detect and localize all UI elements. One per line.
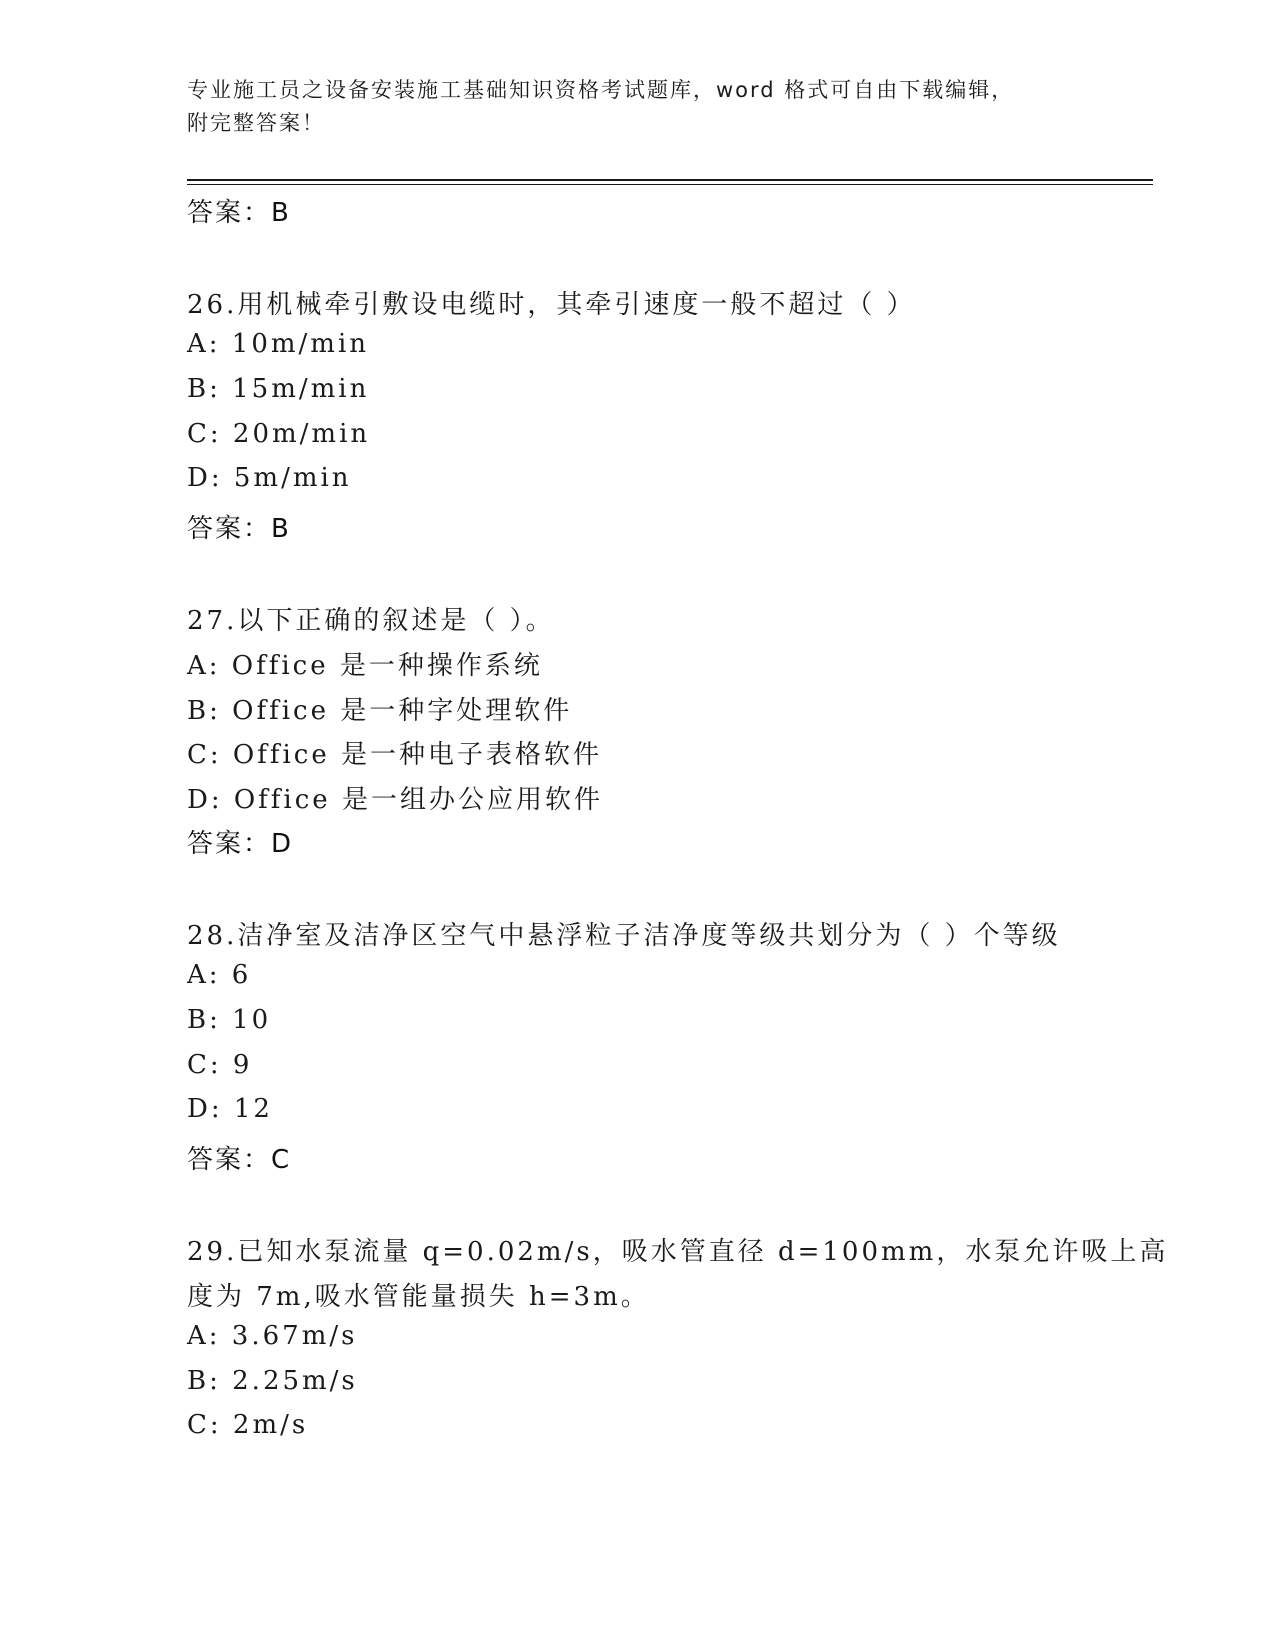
q28-answer: 答案：C xyxy=(187,1145,292,1175)
q29-option-a: A: 3.67m/s xyxy=(187,1321,358,1351)
q26-answer: 答案：B xyxy=(187,514,291,544)
q28-option-b: B: 10 xyxy=(187,1005,272,1035)
q26-option-a: A: 10m/min xyxy=(187,329,370,359)
q26-option-c: C: 20m/min xyxy=(187,419,371,449)
question-29-line-1: 29.已知水泵流量 q=0.02m/s，吸水管直径 d=100mm，水泵允许吸上高 xyxy=(187,1237,1169,1267)
document-header xyxy=(187,74,1067,140)
answer-previous: 答案：B xyxy=(187,198,291,228)
q27-option-b: B: Office 是一种字处理软件 xyxy=(187,696,573,726)
header-divider-thin xyxy=(187,184,1153,185)
q29-option-b: B: 2.25m/s xyxy=(187,1366,358,1396)
question-28: 28.洁净室及洁净区空气中悬浮粒子洁净度等级共划分为（ ）个等级 xyxy=(187,921,1061,951)
q27-option-d: D: Office 是一组办公应用软件 xyxy=(187,785,603,815)
header-line-1: 专业施工员之设备安装施工基础知识资格考试题库，word 格式可自由下载编辑， xyxy=(187,78,1015,102)
question-27: 27.以下正确的叙述是（ ）。 xyxy=(187,606,555,636)
q26-option-d: D: 5m/min xyxy=(187,463,352,493)
header-divider-thick xyxy=(187,179,1153,181)
q26-option-b: B: 15m/min xyxy=(187,374,370,404)
q27-option-c: C: Office 是一种电子表格软件 xyxy=(187,740,603,770)
q27-option-a: A: Office 是一种操作系统 xyxy=(187,651,543,681)
q27-answer: 答案：D xyxy=(187,829,294,859)
q28-option-c: C: 9 xyxy=(187,1050,253,1080)
question-29-line-2: 度为 7m,吸水管能量损失 h=3m。 xyxy=(187,1282,650,1312)
header-line-2: 附完整答案！ xyxy=(187,111,325,135)
q28-option-a: A: 6 xyxy=(187,960,252,990)
q29-option-c: C: 2m/s xyxy=(187,1410,309,1440)
question-26: 26.用机械牵引敷设电缆时，其牵引速度一般不超过（ ） xyxy=(187,290,916,320)
q28-option-d: D: 12 xyxy=(187,1094,273,1124)
